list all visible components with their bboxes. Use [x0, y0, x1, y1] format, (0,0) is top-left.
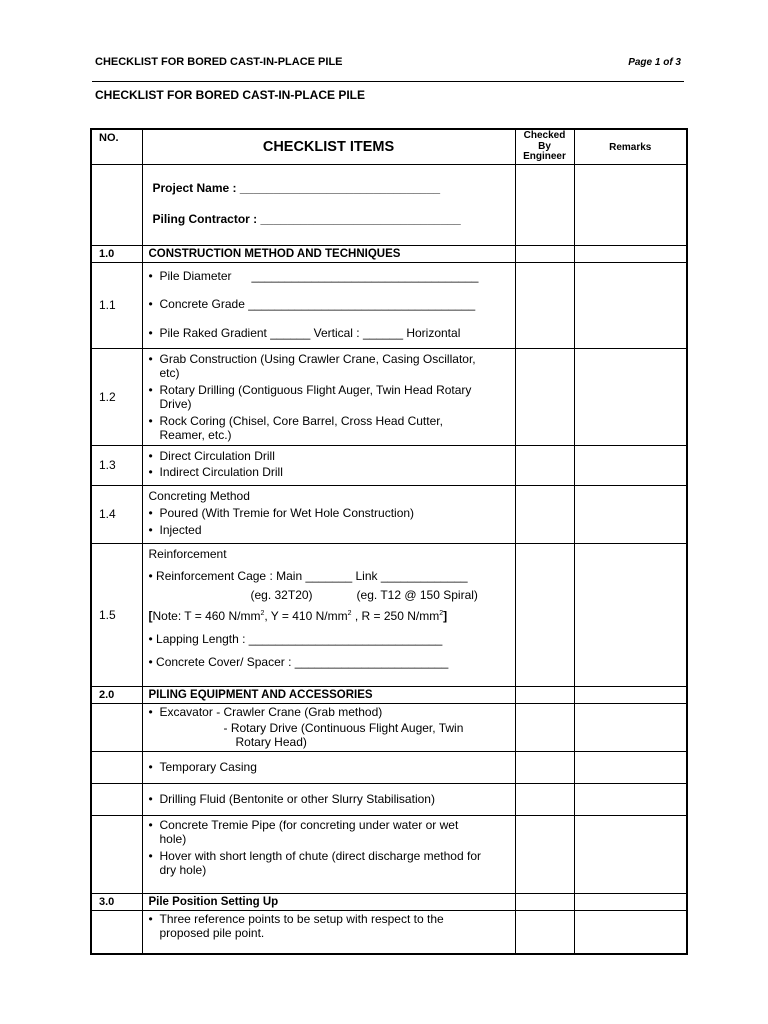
- document-title: CHECKLIST FOR BORED CAST-IN-PLACE PILE: [95, 88, 366, 102]
- checklist-row: [91, 348, 687, 445]
- remarks-cell[interactable]: [574, 348, 687, 445]
- list-item: • Concrete Grade __________________________________: [148, 297, 476, 311]
- item-label: Reinforcement: [148, 546, 227, 561]
- bullet-icon: •: [148, 848, 153, 863]
- list-item: • Pile Diameter __________________________________: [148, 268, 479, 283]
- bullet-icon: •: [148, 465, 153, 479]
- list-item: • Concrete Tremie Pipe (for concreting under water or wet hole): [148, 817, 459, 846]
- item-label: Concreting Method: [148, 488, 250, 503]
- checked-cell[interactable]: [515, 245, 574, 262]
- list-item: • Temporary Casing: [148, 759, 257, 774]
- section-title: Pile Position Setting Up: [148, 895, 279, 908]
- checklist-row: [91, 783, 687, 815]
- bullet-icon: •: [148, 448, 153, 463]
- bullet-icon: •: [148, 817, 153, 832]
- section-header-row: [91, 893, 687, 910]
- bullet-icon: •: [148, 351, 153, 366]
- list-item: • Rock Coring (Chisel, Core Barrel, Cross Head Cutter, Reamer, etc.): [148, 413, 443, 442]
- checked-cell[interactable]: [515, 815, 574, 893]
- remarks-cell[interactable]: [574, 262, 687, 348]
- list-item: • Grab Construction (Using Crawler Crane, Casing Oscillator, etc): [148, 351, 476, 380]
- remarks-cell[interactable]: [574, 815, 687, 893]
- list-item: • Poured (With Tremie for Wet Hole Construction): [148, 505, 415, 520]
- list-item: • Lapping Length : _____________________________: [148, 631, 443, 646]
- project-info-row: [91, 164, 687, 245]
- list-item: • Concrete Cover/ Spacer : _______________________: [148, 654, 449, 669]
- checklist-row: [91, 543, 687, 686]
- bullet-icon: •: [148, 654, 153, 669]
- section-title: CONSTRUCTION METHOD AND TECHNIQUES: [148, 247, 401, 260]
- bullet-icon: •: [148, 523, 153, 537]
- checked-cell[interactable]: [515, 164, 574, 245]
- list-item: • Rotary Drilling (Contiguous Flight Auger, Twin Head Rotary Drive): [148, 382, 472, 411]
- bullet-icon: •: [148, 631, 153, 646]
- col-header-items: CHECKLIST ITEMS: [142, 129, 515, 164]
- item-number: 1.5: [99, 607, 116, 622]
- bullet-icon: •: [148, 704, 153, 719]
- section-number: 2.0: [99, 688, 115, 701]
- checklist-row: [91, 751, 687, 783]
- section-title: PILING EQUIPMENT AND ACCESSORIES: [148, 688, 373, 701]
- checked-cell[interactable]: [515, 783, 574, 815]
- running-header-title: CHECKLIST FOR BORED CAST-IN-PLACE PILE: [95, 56, 343, 68]
- list-item: • Direct Circulation Drill: [148, 448, 275, 463]
- remarks-cell[interactable]: [574, 910, 687, 954]
- remarks-cell[interactable]: [574, 485, 687, 543]
- checklist-row: [91, 485, 687, 543]
- header-divider: [92, 81, 684, 82]
- item-number: 1.1: [99, 298, 116, 312]
- bullet-icon: •: [148, 325, 153, 340]
- remarks-cell[interactable]: [574, 783, 687, 815]
- section-number: 1.0: [99, 247, 115, 260]
- page-number: Page 1 of 3: [628, 57, 681, 68]
- bullet-icon: •: [148, 505, 153, 520]
- bullet-icon: •: [148, 568, 153, 583]
- section-header-row: [91, 686, 687, 703]
- checklist-row: [91, 262, 687, 348]
- list-item: • Pile Raked Gradient ______ Vertical : ______ Horizontal: [148, 325, 461, 340]
- remarks-cell[interactable]: [574, 445, 687, 485]
- remarks-cell[interactable]: [574, 703, 687, 751]
- checked-cell[interactable]: [515, 686, 574, 703]
- remarks-cell[interactable]: [574, 686, 687, 703]
- stress-note: [Note: T = 460 $N/mm^2$, Y = 410 $N/mm^2$ , R = 250 $N/mm^2$]: [148, 608, 448, 623]
- checklist-row: [91, 910, 687, 954]
- remarks-cell[interactable]: [574, 164, 687, 245]
- item-number: 1.4: [99, 507, 116, 521]
- checked-cell[interactable]: [515, 348, 574, 445]
- bullet-icon: •: [148, 268, 153, 283]
- checked-cell[interactable]: [515, 910, 574, 954]
- bullet-icon: •: [148, 791, 153, 806]
- item-number: 1.2: [99, 389, 116, 404]
- table-header-row: [91, 129, 687, 164]
- checklist-table: [90, 128, 688, 955]
- col-header-remarks: Remarks: [574, 129, 687, 164]
- remarks-cell[interactable]: [574, 245, 687, 262]
- checked-cell[interactable]: [515, 445, 574, 485]
- checklist-row: • Excavator - Crawler Crane (Grab method) - Rotary Drive (Continuous Flight Auger, Twin Rotary Head): [91, 703, 687, 751]
- list-item: • Injected: [148, 523, 202, 537]
- project-name-field[interactable]: Project Name : ______________________________: [152, 180, 441, 195]
- bullet-icon: •: [148, 911, 153, 926]
- list-item: • Indirect Circulation Drill: [148, 465, 283, 479]
- checklist-row: [91, 445, 687, 485]
- checked-cell[interactable]: [515, 751, 574, 783]
- checked-cell[interactable]: [515, 262, 574, 348]
- checked-cell[interactable]: [515, 703, 574, 751]
- remarks-cell[interactable]: [574, 893, 687, 910]
- item-number: 1.3: [99, 458, 116, 472]
- checklist-row: [91, 815, 687, 893]
- bullet-icon: •: [148, 297, 153, 311]
- list-item: • Hover with short length of chute (direct discharge method for dry hole): [148, 848, 481, 877]
- example-note: (eg. 32T20) (eg. T12 @ 150 Spiral): [250, 587, 478, 602]
- col-header-no: NO.: [91, 129, 142, 164]
- bullet-icon: •: [148, 382, 153, 397]
- section-number: 3.0: [99, 895, 115, 908]
- checked-cell[interactable]: [515, 485, 574, 543]
- list-item: • Drilling Fluid (Bentonite or other Slurry Stabilisation): [148, 791, 435, 806]
- col-header-checked: Checked By Engineer: [515, 129, 574, 164]
- list-item: • Excavator - Crawler Crane (Grab method): [148, 704, 383, 719]
- checked-cell[interactable]: [515, 543, 574, 686]
- remarks-cell[interactable]: [574, 543, 687, 686]
- piling-contractor-field[interactable]: Piling Contractor : ______________________________: [152, 211, 461, 226]
- list-item: • Three reference points to be setup with respect to the proposed pile point.: [148, 911, 444, 940]
- bullet-icon: •: [148, 759, 153, 774]
- bullet-icon: •: [148, 413, 153, 428]
- remarks-cell[interactable]: [574, 751, 687, 783]
- list-item: • Reinforcement Cage : Main _______ Link _____________: [148, 568, 468, 583]
- section-header-row: [91, 245, 687, 262]
- checked-cell[interactable]: [515, 893, 574, 910]
